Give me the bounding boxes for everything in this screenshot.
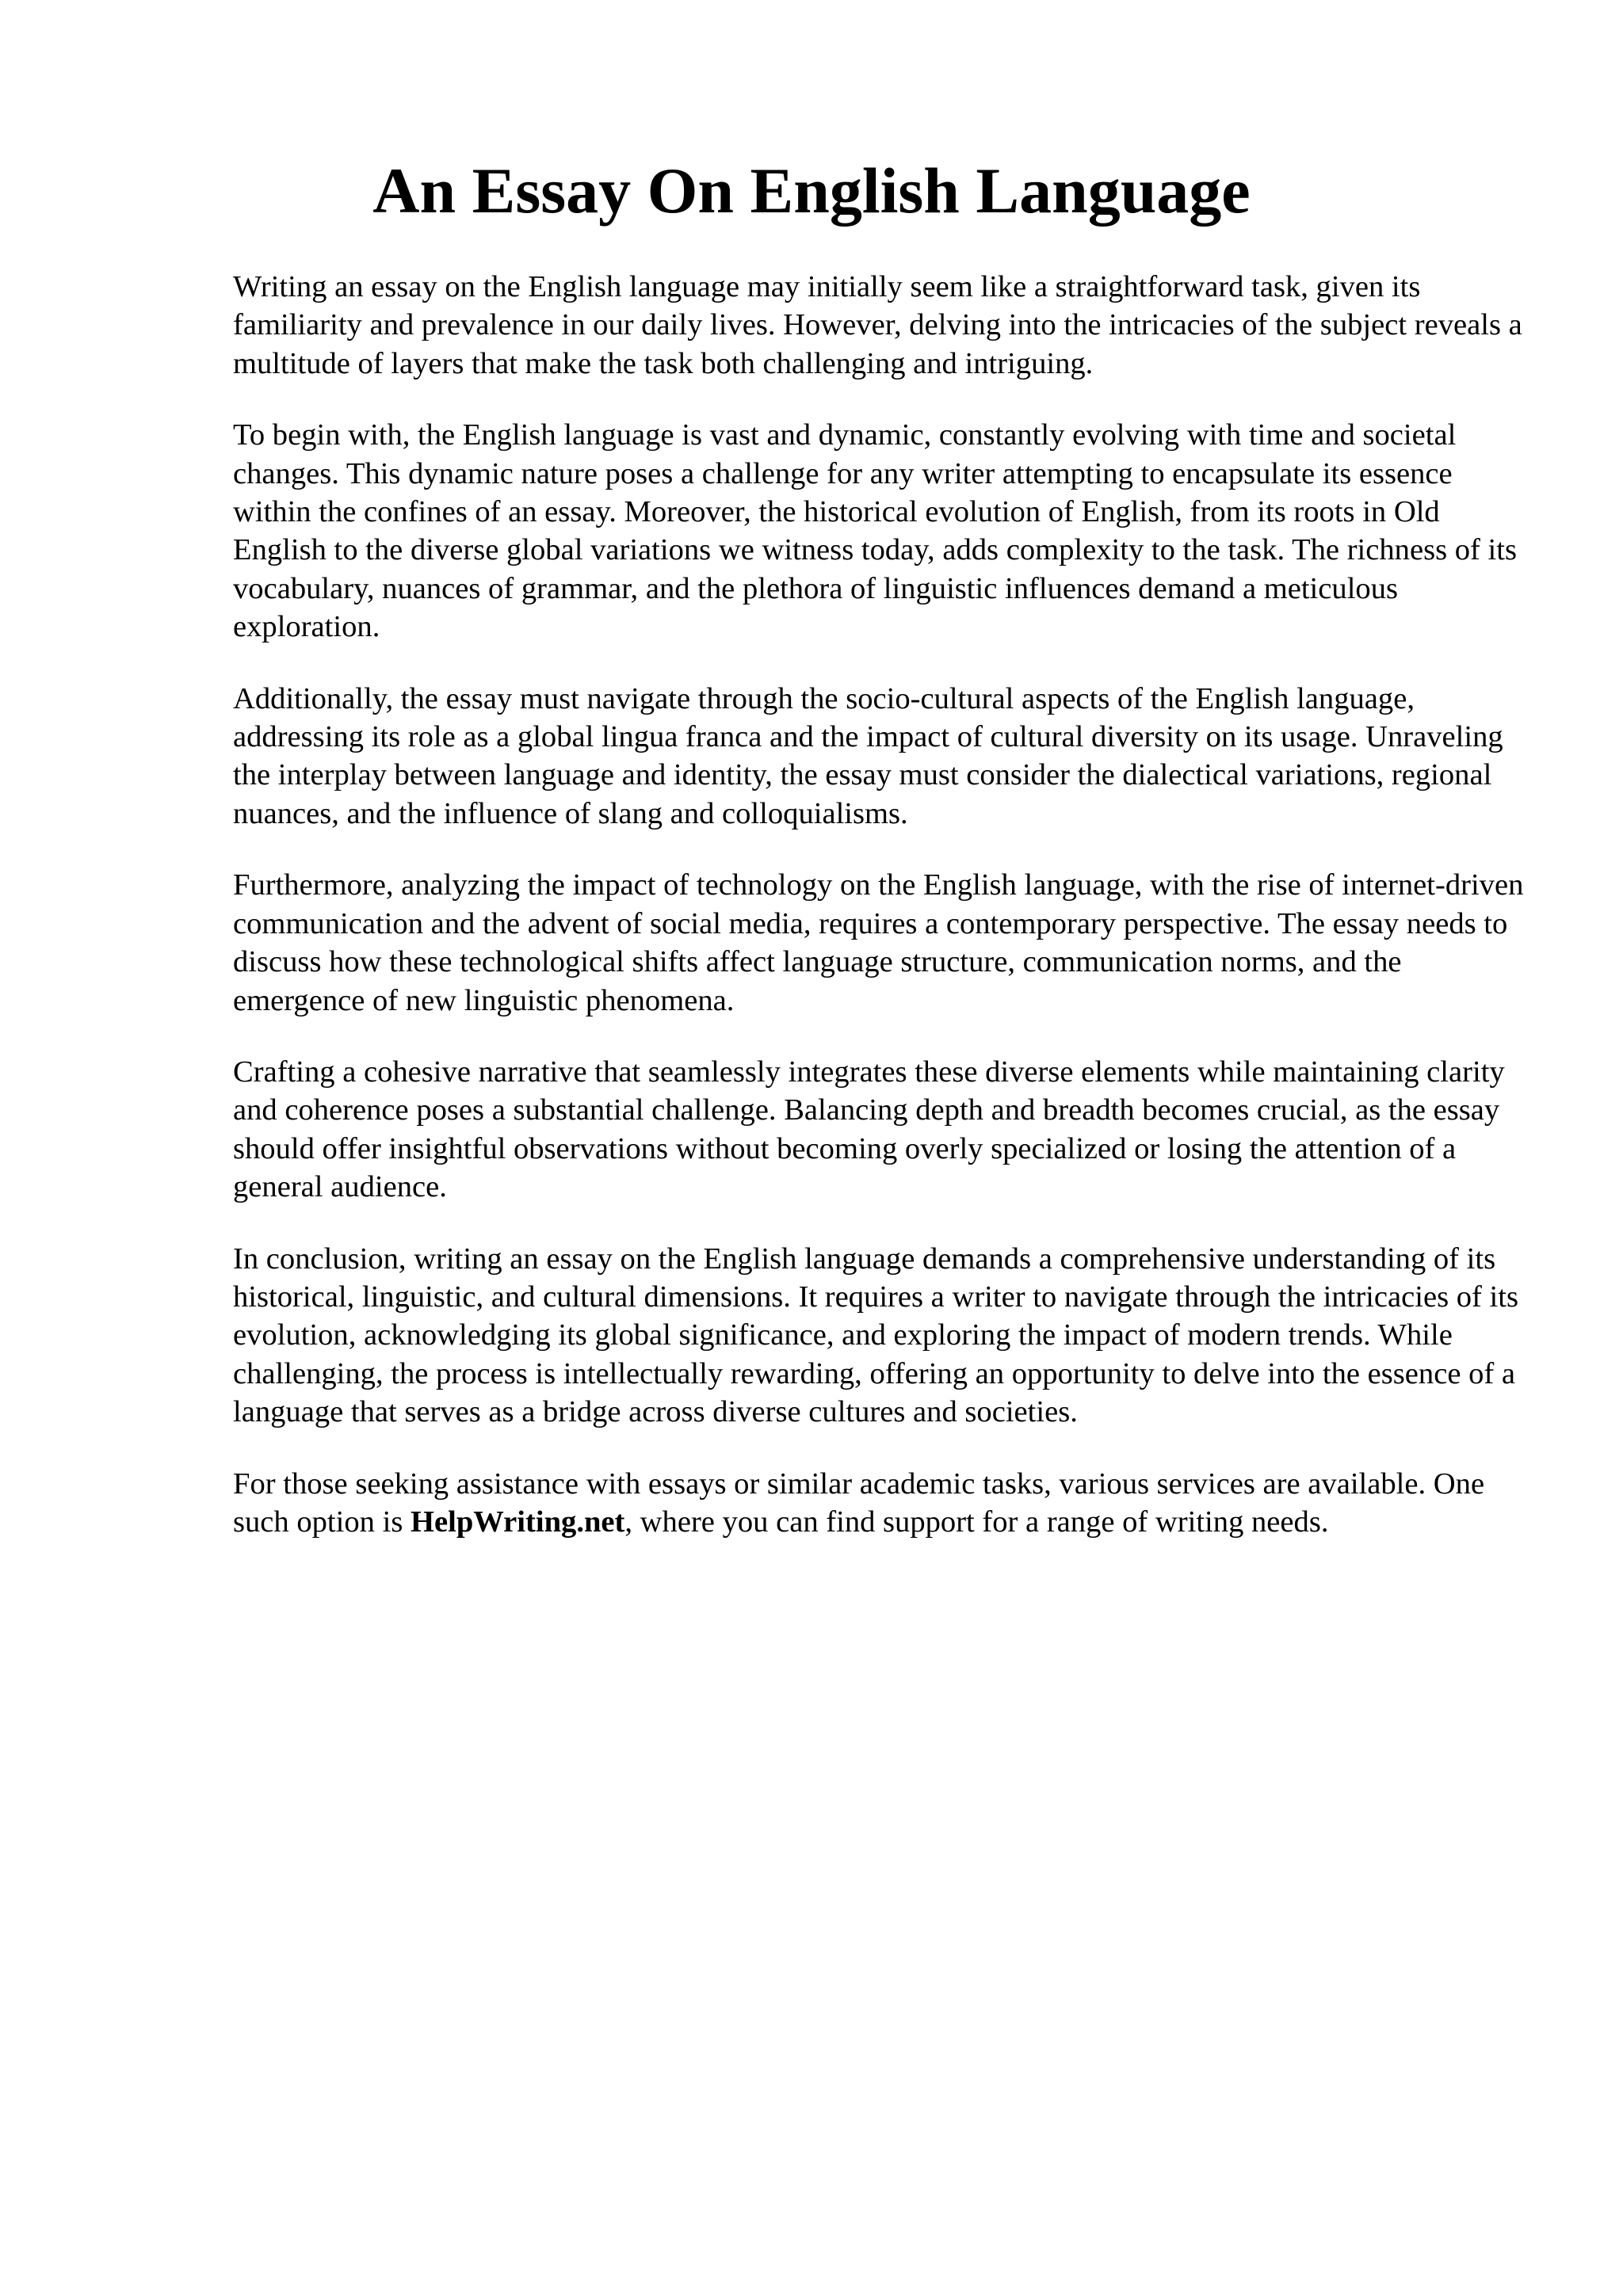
paragraph-conclusion: In conclusion, writing an essay on the English language demands a comprehensive understanding of its historical, linguistic, and cultural dimensions. It requires a writer to navigate through the intricacies of its evolution, acknowledging its global significance, and exploring the impact of modern trends. While challenging, the process is intellectually rewarding, offering an opportunity to delve into the essence of a language that serves as a bridge across diverse cultures and societies. bbox=[233, 1241, 1518, 1429]
document-title: An Essay On English Language bbox=[372, 154, 1251, 227]
closing-text-before: For those seeking assistance with essays or similar academic tasks, various services are available. One such option is bbox=[233, 1466, 1485, 1539]
closing-text-after: , where you can find support for a range of writing needs. bbox=[624, 1505, 1329, 1539]
paragraph-vast-dynamic: To begin with, the English language is vast and dynamic, constantly evolving with time and societal changes. This dynamic nature poses a challenge for any writer attempting to encapsulate its essence within the confines of an essay. Moreover, the historical evolution of English, from its roots in Old English to the diverse global variations we witness today, adds complexity to the task. The richness of its vocabulary, nuances of grammar, and the plethora of linguistic influences demand a meticulous exploration. bbox=[233, 418, 1517, 644]
paragraph-narrative: Crafting a cohesive narrative that seamlessly integrates these diverse elements while maintaining clarity and coherence poses a substantial challenge. Balancing depth and breadth becomes crucial, as the essay should offer insightful observations without becoming overly specialized or losing the attention of a general audience. bbox=[233, 1055, 1505, 1204]
helpwriting-link[interactable]: HelpWriting.net bbox=[410, 1505, 625, 1539]
paragraph-closing bbox=[233, 1465, 1533, 1542]
document-body bbox=[233, 268, 1533, 1574]
paragraph-socio-cultural: Additionally, the essay must navigate through the socio-cultural aspects of the English language, addressing its role as a global lingua franca and the impact of cultural diversity on its usage. Unraveling the interplay between language and identity, the essay must consider the dialectical variations, regional nuances, and the influence of slang and colloquialisms. bbox=[233, 681, 1503, 830]
paragraph-technology: Furthermore, analyzing the impact of technology on the English language, with the rise of internet-driven communication and the advent of social media, requires a contemporary perspective. The essay needs to discuss how these technological shifts affect language structure, communication norms, and the emergence of new linguistic phenomena. bbox=[233, 868, 1524, 1017]
paragraph-intro: Writing an essay on the English language may initially seem like a straightforward task, given its familiarity and prevalence in our daily lives. However, delving into the intricacies of the subject reveals a multitude of layers that make the task both challenging and intriguing. bbox=[233, 270, 1522, 380]
